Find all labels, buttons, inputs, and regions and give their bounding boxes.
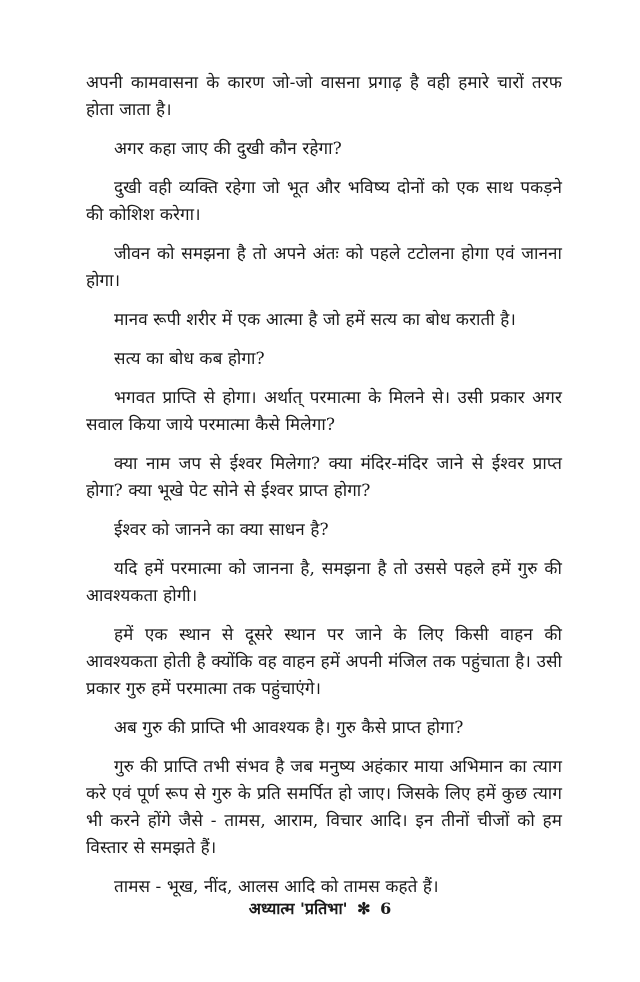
paragraph-6: सत्य का बोध कब होगा? <box>114 349 265 369</box>
page-body <box>86 70 562 913</box>
paragraph-7: भगवत प्राप्ति से होगा। अर्थात् परमात्मा के मिलने से। उसी प्रकार अगर सवाल किया जाये परमात्मा कैसे मिलेगा? <box>86 388 562 435</box>
paragraph-14: तामस - भूख, नींद, आलस आदि को तामस कहते हैं। <box>114 877 439 897</box>
paragraph-12: अब गुरु की प्राप्ति भी आवश्यक है। गुरु कैसे प्राप्त होगा? <box>114 718 464 738</box>
asterisk-separator-icon: ✻ <box>357 899 371 918</box>
paragraph-5: मानव रूपी शरीर में एक आत्मा है जो हमें सत्य का बोध कराती है। <box>114 310 516 330</box>
paragraph-13: गुरु की प्राप्ति तभी संभव है जब मनुष्य अहंकार माया अभिमान का त्याग करे एवं पूर्ण रूप से गुरु के प्रति समर्पित हो जाए। जिसके लिए हमें कुछ त्याग भी करने होंगे जैसे - तामस, आराम, विचार आदि। इन तीनों चीजों को हम विस्तार से समझते हैं। <box>86 757 562 858</box>
paragraph-9: ईश्वर को जानने का क्या साधन है? <box>114 520 329 540</box>
book-title: अध्यात्म 'प्रतिभा' <box>248 899 348 918</box>
page-footer <box>0 897 640 919</box>
paragraph-8: क्या नाम जप से ईश्वर मिलेगा? क्या मंदिर-मंदिर जाने से ईश्वर प्राप्त होगा? क्या भूखे पेट सोने से ईश्वर प्राप्त होगा? <box>86 454 562 501</box>
paragraph-10: यदि हमें परमात्मा को जानना है, समझना है तो उससे पहले हमें गुरु की आवश्यकता होगी। <box>86 559 562 606</box>
page-number: 6 <box>380 899 392 918</box>
paragraph-2: अगर कहा जाए की दुखी कौन रहेगा? <box>114 139 342 159</box>
paragraph-4: जीवन को समझना है तो अपने अंतः को पहले टटोलना होगा एवं जानना होगा। <box>86 244 562 291</box>
paragraph-11: हमें एक स्थान से दूसरे स्थान पर जाने के लिए किसी वाहन की आवश्यकता होती है क्योंकि वह वाहन हमें अपनी मंजिल तक पहुंचाता है। उसी प्रकार गुरु हमें परमात्मा तक पहुंचाएंगे। <box>86 625 562 699</box>
paragraph-1: अपनी कामवासना के कारण जो-जो वासना प्रगाढ़ है वही हमारे चारों तरफ होता जाता है। <box>86 73 562 120</box>
paragraph-3: दुखी वही व्यक्ति रहेगा जो भूत और भविष्य दोनों को एक साथ पकड़ने की कोशिश करेगा। <box>86 178 562 225</box>
